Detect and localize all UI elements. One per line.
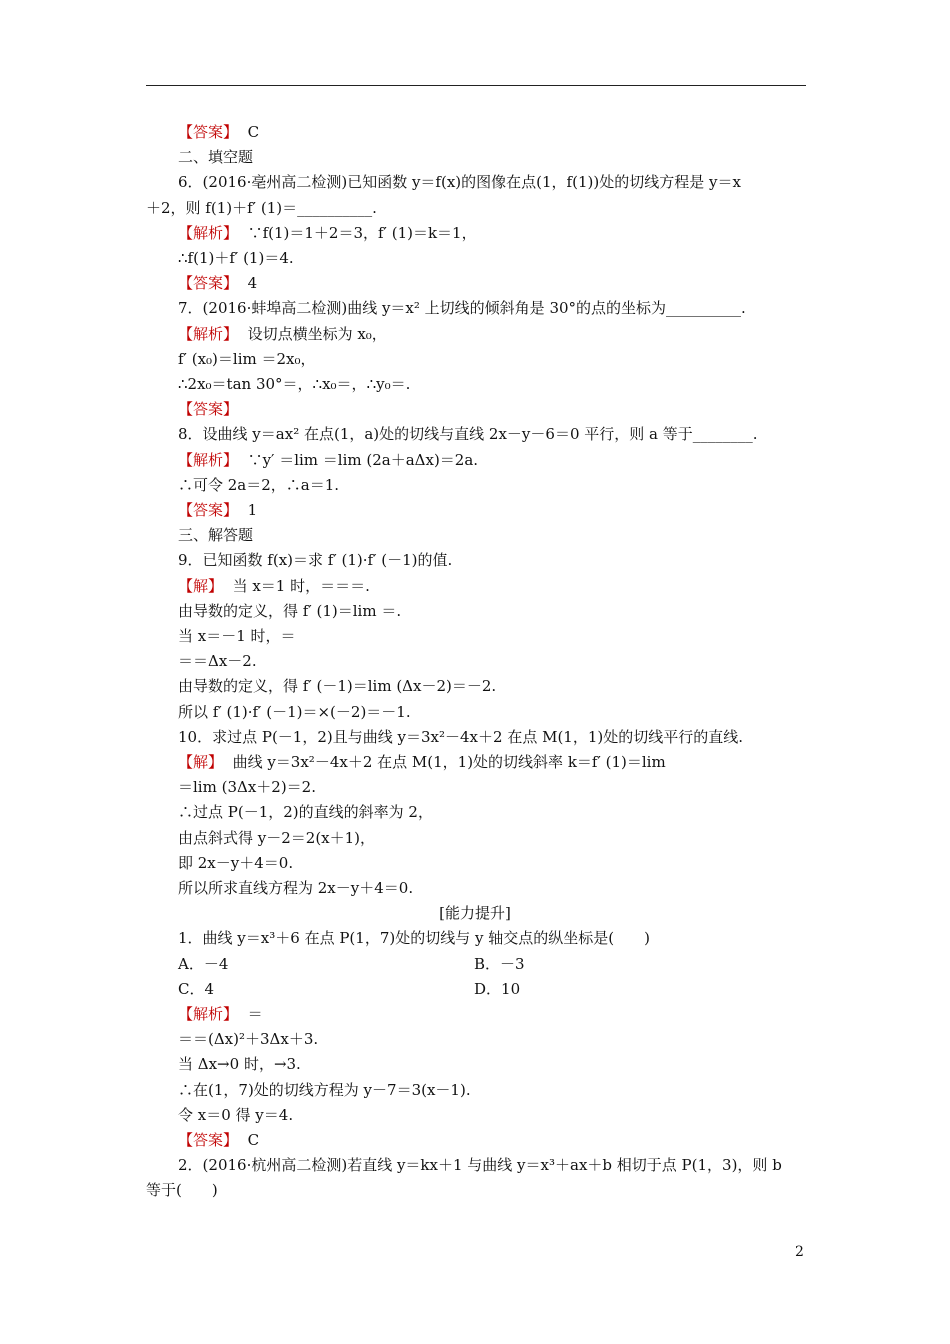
text-line [178,525,253,545]
text-line [178,1054,301,1074]
text-line [178,147,253,167]
section-tag: 【解析】 [178,324,239,343]
section-tag: 【答案】 [178,1131,239,1149]
text-line [178,1029,318,1049]
text-line [178,349,316,369]
section-tag: 【答案】 [178,123,239,141]
option-right: B．－3 [474,954,525,973]
text-line [178,424,758,444]
text-line [178,273,257,293]
line-text: 1 [247,501,258,519]
text-line [178,450,478,470]
text-line [178,399,248,419]
section-tag: 【解】 [178,576,224,595]
text-line [146,1180,218,1200]
line-text: ∴过点 P(－1，2)的直线的斜率为 2， [178,803,433,822]
line-text: 6．(2016·亳州高二检测)已知函数 y＝f(x)的图像在点(1，f(1))处的切线方程是 y＝x [178,173,741,192]
line-text: 9．已知函数 f(x)＝求 f′ (1)·f′ (－1)的值. [178,551,453,570]
line-text: ＋2，则 f(1)＋f′ (1)＝__________. [146,198,377,217]
line-text: ＝＝(Δx)²＋3Δx＋3. [178,1030,319,1049]
section-tag: 【答案】 [178,274,239,293]
line-text: 2．(2016·杭州高二检测)若直线 y＝kx＋1 与曲线 y＝x³＋ax＋b 相切于点 P(1，3)，则 b [178,1156,782,1175]
text-line [178,676,496,696]
line-text: 8．设曲线 y＝ax² 在点(1，a)处的切线与直线 2x－y－6＝0 平行，则 a 等于________. [178,425,758,444]
line-text: ∴可令 2a＝2，∴a＝1. [178,475,340,494]
line-text: ＝ [247,1005,263,1023]
line-text: ∴f(1)＋f′ (1)＝4. [178,249,294,267]
text-line [178,475,339,495]
header-rule [146,85,806,86]
text-line [178,702,411,722]
line-text: 当 x＝1 时，＝＝＝. [232,576,370,595]
text-line [178,298,746,318]
text-line [178,374,410,394]
line-text: C．4 [178,979,215,998]
line-text: 当 Δx→0 时，→3. [178,1055,301,1074]
line-text: C [247,1131,260,1149]
text-line [178,500,257,520]
text-line [178,1004,263,1024]
text-line [146,198,377,218]
text-line [178,853,293,873]
line-text: 当 x＝－1 时，＝ [178,627,296,645]
line-text: 即 2x－y＋4＝0. [178,853,294,872]
line-text: 由点斜式得 y－2＝2(x＋1)， [178,828,376,847]
text-line [178,324,387,344]
line-text: ∴在(1，7)处的切线方程为 y－7＝3(x－1). [178,1080,471,1099]
line-text: 二、填空题 [178,148,254,167]
text-line [178,878,413,898]
line-text: 由导数的定义，得 f′ (－1)＝lim (Δx－2)＝－2. [178,677,497,696]
line-text: ∴2x₀＝tan 30°＝，∴x₀＝，∴y₀＝. [178,375,411,393]
line-text: 所以 f′ (1)·f′ (－1)＝×(－2)＝－1. [178,702,411,721]
line-text: 4 [247,274,258,293]
line-text: 所以所求直线方程为 2x－y＋4＝0. [178,879,414,897]
text-line [178,651,257,671]
text-line [178,979,521,999]
text-line [178,223,477,243]
line-text: [能力提升] [439,904,511,923]
text-line [178,550,452,570]
text-line [178,928,650,948]
text-line [178,1105,293,1125]
section-tag: 【解析】 [178,223,239,242]
line-text: 1．曲线 y＝x³＋6 在点 P(1，7)处的切线与 y 轴交点的纵坐标是( ) [178,929,650,948]
line-text: C [247,123,260,141]
text-line [178,122,259,142]
line-text: 曲线 y＝3x²－4x＋2 在点 M(1，1)处的切线斜率 k＝f′ (1)＝lim [232,753,666,771]
text-line [178,1155,782,1175]
line-text: ∵f(1)＝1＋2＝3，f′ (1)＝k＝1， [247,223,477,242]
line-text: A．－4 [178,954,229,973]
text-line [178,752,666,772]
line-text: 等于( ) [146,1181,218,1200]
line-text: ＝lim (3Δx＋2)＝2. [178,778,316,797]
text-line [178,601,401,621]
text-line [178,1080,471,1100]
text-line [178,626,296,646]
section-tag: 【解】 [178,753,224,771]
text-line [178,954,525,974]
line-text: 10．求过点 P(－1，2)且与曲线 y＝3x²－4x＋2 在点 M(1，1)处的切线平行的直线. [178,727,744,746]
text-line [178,172,741,192]
section-tag: 【答案】 [178,501,239,519]
text-line [178,248,294,268]
text-line [178,802,433,822]
option-right: D．10 [474,979,521,998]
line-text: 设切点横坐标为 x₀， [247,324,387,343]
line-text: 令 x＝0 得 y＝4. [178,1105,294,1124]
line-text: 三、解答题 [178,526,254,545]
text-line [0,903,950,923]
page-number: 2 [795,1244,804,1260]
section-tag: 【解析】 [178,1005,239,1023]
text-line [178,1130,259,1150]
section-tag: 【答案】 [178,400,239,419]
text-line [178,727,743,747]
text-line [178,576,370,596]
line-text: ＝＝Δx－2. [178,652,257,671]
section-tag: 【解析】 [178,450,239,469]
line-text: f′ (x₀)＝lim ＝2x₀， [178,349,316,368]
text-line [178,777,316,797]
line-text: 7．(2016·蚌埠高二检测)曲线 y＝x² 上切线的倾斜角是 30°的点的坐标为__________. [178,299,746,318]
line-text: ∵y′ ＝lim ＝lim (2a＋aΔx)＝2a. [247,450,479,469]
line-text: 由导数的定义，得 f′ (1)＝lim ＝. [178,601,402,620]
text-line [178,828,375,848]
